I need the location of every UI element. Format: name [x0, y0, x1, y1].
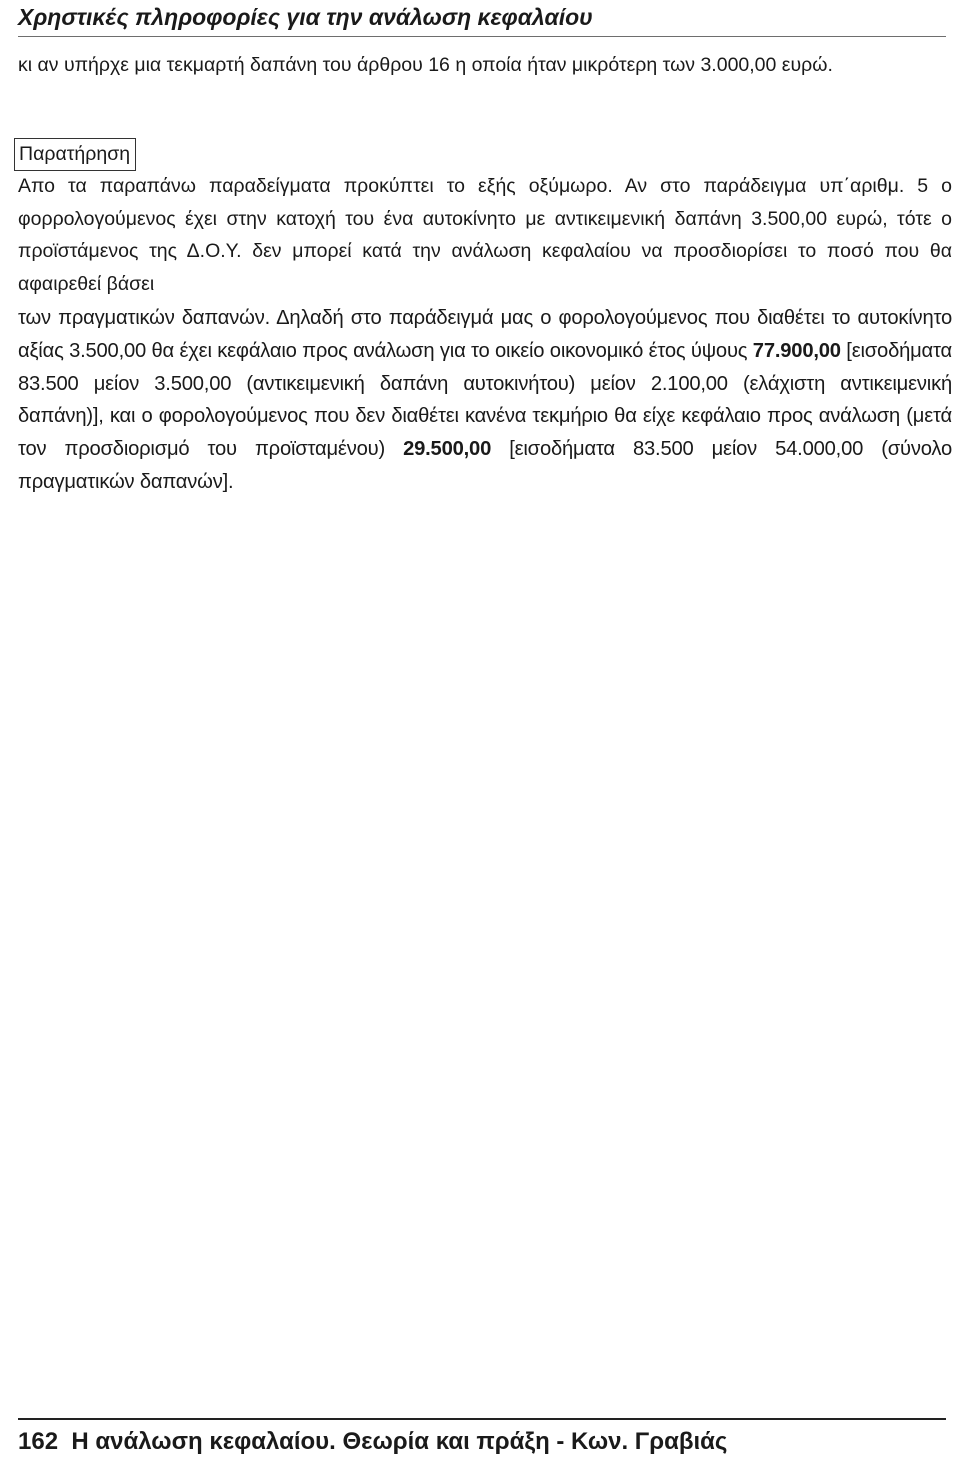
note-paragraph-2	[18, 302, 952, 499]
running-header	[18, 2, 946, 37]
book-title: Η ανάλωση κεφαλαίου. Θεωρία και πράξη - Κων. Γραβιάς	[71, 1428, 728, 1455]
note-label: Παρατήρηση	[14, 138, 136, 171]
header-title: Χρηστικές πληροφορίες για την ανάλωση κεφαλαίου	[18, 4, 593, 30]
note-paragraph-2-part-c: [εισοδήματα 83.500 μείον 54.000,00 (σύνολο πραγματικών δαπανών].	[18, 438, 952, 493]
intro-paragraph: κι αν υπήρχε μια τεκμαρτή δαπάνη του άρθρου 16 η οποία ήταν μικρότερη των 3.000,00 ευρώ.	[18, 54, 833, 76]
note-paragraph-1: Απο τα παραπάνω παραδείγματα προκύπτει το εξής οξύμωρο. Αν στο παράδειγμα υπ΄αριθμ. 5 ο φορρολογούμενος έχει στην κατοχή του ένα αυτοκίνητο με αντικειμενική δαπάνη 3.500,00 ευρώ, τότε ο προϊστάμενος της Δ.Ο.Υ. δεν μπορεί κατά την ανάλωση κεφαλαίου να προσδιορίσει το ποσό που θα αφαιρεθεί βάσει	[18, 175, 952, 295]
capital-amount-without-evidence: 29.500,00	[403, 438, 492, 461]
capital-amount-with-car: 77.900,00	[752, 339, 841, 362]
page-number: 162	[18, 1428, 59, 1455]
note-paragraph-2-part-a: των πραγματικών δαπανών. Δηλαδή στο παράδειγμά μας ο φορολογούμενος που διαθέτει το αυτοκίνητο αξίας 3.500,00 θα έχει κεφάλαιο προς ανάλωση για το οικείο οικονομικό έτος ύψους	[18, 307, 952, 362]
note-paragraph-2-part-b: [εισοδήματα 83.500 μείον 3.500,00 (αντικειμενική δαπάνη αυτοκινήτου) μείον 2.100,00 (ελάχιστη αντικειμενική δαπάνη)], και ο φορολογούμενος που δεν διαθέτει κανένα τεκμήριο θα είχε κεφάλαιο προς ανάλωση (μετά τον προσδιορισμό του προϊσταμένου)	[18, 339, 952, 461]
page-footer	[18, 1418, 946, 1458]
